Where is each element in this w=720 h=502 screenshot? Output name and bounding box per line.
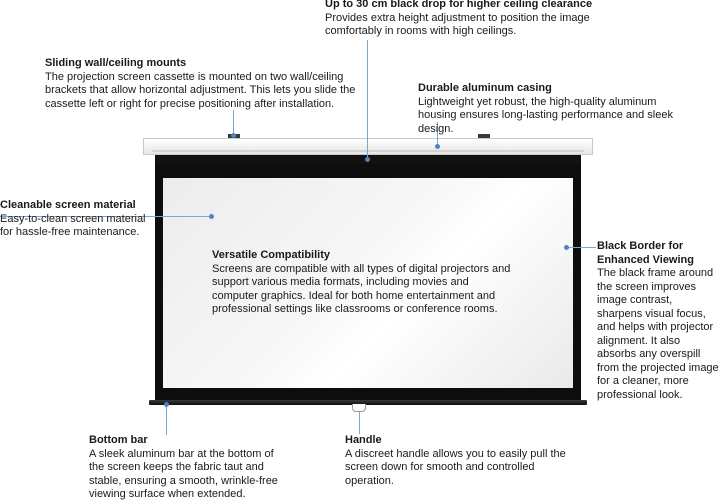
callout-title: Bottom bar	[89, 434, 148, 446]
aluminum-casing	[143, 138, 593, 155]
bottom-bar	[149, 400, 587, 405]
callout-title: Cleanable screen material	[0, 199, 136, 211]
dot-mounts	[231, 133, 236, 138]
callout-description: A discreet handle allows you to easily pull the screen down for smooth and controlled operation.	[345, 447, 566, 487]
callout-casing	[418, 82, 698, 136]
dot-black-drop	[365, 157, 370, 162]
pull-handle	[352, 404, 366, 412]
callout-title: Up to 30 cm black drop for higher ceiling clearance	[325, 0, 593, 10]
callout-compatibility	[212, 249, 512, 317]
callout-black-drop	[325, 0, 595, 39]
callout-title: Durable aluminum casing	[418, 82, 552, 94]
leader-handle	[359, 412, 360, 434]
callout-cleanable	[0, 199, 150, 240]
leader-border	[566, 247, 596, 248]
dot-cleanable	[209, 214, 214, 219]
callout-description: Lightweight yet robust, the high-quality aluminum housing ensures long-lasting performance and sleek design.	[418, 95, 673, 135]
callout-description: A sleek aluminum bar at the bottom of the screen keeps the fabric taut and stable, ensuring a smooth, wrinkle-free viewing surface when extended.	[89, 447, 278, 500]
callout-title: Sliding wall/ceiling mounts	[45, 57, 187, 69]
callout-description: Screens are compatible with all types of digital projectors and support various media formats, including movies and computer graphics. Ideal for both home entertainment and professional settings like classrooms or conference rooms.	[212, 262, 511, 315]
callout-description: The black frame around the screen improves image contrast, sharpens visual focus, and helps with projector alignment. It also absorbs any overspill from the projected image for a cleaner, more professional look.	[597, 267, 719, 401]
callout-bottom-bar	[89, 434, 289, 502]
callout-description: Provides extra height adjustment to position the image comfortably in rooms with high ceilings.	[325, 11, 590, 37]
callout-title: Handle	[345, 434, 382, 446]
callout-description: Easy-to-clean screen material for hassle-free maintenance.	[0, 212, 146, 238]
callout-description: The projection screen cassette is mounted on two wall/ceiling brackets that allow horizontal adjustment. This lets you slide the cassette left or right for precise positioning after installation.	[45, 70, 356, 110]
dot-border	[564, 245, 569, 250]
callout-black-border	[597, 240, 719, 402]
callout-handle	[345, 434, 585, 488]
leader-bottom-bar	[166, 405, 167, 435]
leader-black-drop	[367, 40, 368, 160]
callout-title: Black Border for Enhanced Viewing	[597, 240, 694, 266]
dot-bottom-bar	[164, 402, 169, 407]
callout-title: Versatile Compatibility	[212, 249, 330, 261]
leader-mounts	[233, 110, 234, 135]
dot-casing	[435, 144, 440, 149]
casing-slot	[152, 150, 584, 152]
callout-mounts	[45, 57, 365, 111]
